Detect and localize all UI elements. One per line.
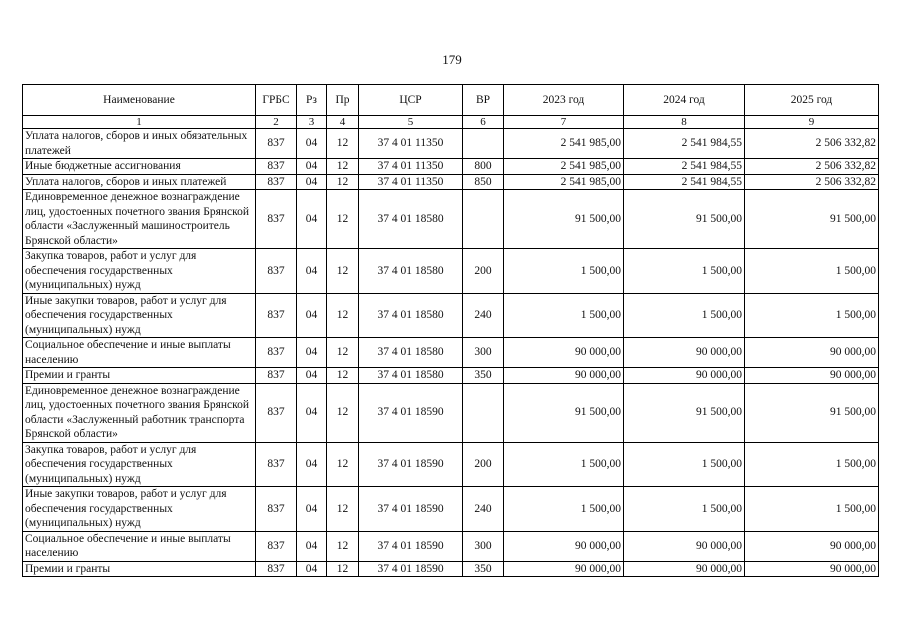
- cell-name: Закупка товаров, работ и услуг для обеспечения государственных (муниципальных) нужд: [23, 442, 256, 487]
- cell-pr: 12: [327, 338, 359, 368]
- cell-2023: 90 000,00: [504, 561, 624, 577]
- cell-2023: 91 500,00: [504, 383, 624, 442]
- cell-vr: 240: [463, 487, 504, 532]
- cell-2024: 2 541 984,55: [624, 129, 745, 159]
- table-row: [23, 174, 879, 190]
- cell-csr: 37 4 01 18580: [359, 293, 463, 338]
- column-number: 4: [327, 116, 359, 129]
- cell-pr: 12: [327, 249, 359, 294]
- cell-2023: 2 541 985,00: [504, 159, 624, 175]
- cell-2023: 2 541 985,00: [504, 174, 624, 190]
- cell-vr: 350: [463, 561, 504, 577]
- col-header-csr: ЦСР: [359, 85, 463, 116]
- cell-name: Премии и гранты: [23, 561, 256, 577]
- cell-2024: 91 500,00: [624, 190, 745, 249]
- cell-csr: 37 4 01 18590: [359, 442, 463, 487]
- cell-name: Единовременное денежное вознаграждение лиц, удостоенных почетного звания Брянской области «Заслуженный машиностроитель Брянской области»: [23, 190, 256, 249]
- col-header-2023: 2023 год: [504, 85, 624, 116]
- cell-2024: 90 000,00: [624, 338, 745, 368]
- cell-pr: 12: [327, 159, 359, 175]
- cell-2023: 1 500,00: [504, 293, 624, 338]
- cell-grbs: 837: [256, 190, 297, 249]
- cell-rz: 04: [297, 442, 327, 487]
- cell-csr: 37 4 01 11350: [359, 129, 463, 159]
- cell-name: Социальное обеспечение и иные выплаты населению: [23, 338, 256, 368]
- table-row: [23, 368, 879, 384]
- cell-vr: 350: [463, 368, 504, 384]
- table-row: [23, 190, 879, 249]
- cell-2023: 1 500,00: [504, 487, 624, 532]
- cell-vr: 800: [463, 159, 504, 175]
- cell-grbs: 837: [256, 159, 297, 175]
- col-header-2024: 2024 год: [624, 85, 745, 116]
- cell-name: Иные закупки товаров, работ и услуг для обеспечения государственных (муниципальных) нужд: [23, 293, 256, 338]
- cell-2023: 91 500,00: [504, 190, 624, 249]
- cell-vr: [463, 190, 504, 249]
- cell-name: Социальное обеспечение и иные выплаты населению: [23, 531, 256, 561]
- cell-2025: 2 506 332,82: [745, 159, 879, 175]
- cell-2024: 2 541 984,55: [624, 159, 745, 175]
- cell-grbs: 837: [256, 249, 297, 294]
- cell-2025: 91 500,00: [745, 383, 879, 442]
- cell-pr: 12: [327, 442, 359, 487]
- cell-name: Единовременное денежное вознаграждение лиц, удостоенных почетного звания Брянской области «Заслуженный работник транспорта Брянской области»: [23, 383, 256, 442]
- cell-2025: 90 000,00: [745, 531, 879, 561]
- cell-csr: 37 4 01 18580: [359, 190, 463, 249]
- cell-rz: 04: [297, 531, 327, 561]
- col-header-name: Наименование: [23, 85, 256, 116]
- cell-rz: 04: [297, 383, 327, 442]
- col-header-grbs: ГРБС: [256, 85, 297, 116]
- cell-csr: 37 4 01 18590: [359, 383, 463, 442]
- cell-csr: 37 4 01 11350: [359, 159, 463, 175]
- cell-grbs: 837: [256, 383, 297, 442]
- cell-name: Премии и гранты: [23, 368, 256, 384]
- column-number: 2: [256, 116, 297, 129]
- table-row: [23, 561, 879, 577]
- cell-2023: 1 500,00: [504, 249, 624, 294]
- cell-2025: 90 000,00: [745, 561, 879, 577]
- cell-pr: 12: [327, 190, 359, 249]
- table-row: [23, 249, 879, 294]
- cell-csr: 37 4 01 18590: [359, 561, 463, 577]
- column-number-row: [23, 116, 879, 129]
- cell-csr: 37 4 01 18580: [359, 368, 463, 384]
- cell-csr: 37 4 01 18580: [359, 249, 463, 294]
- cell-2024: 1 500,00: [624, 293, 745, 338]
- cell-name: Уплата налогов, сборов и иных обязательных платежей: [23, 129, 256, 159]
- cell-csr: 37 4 01 18590: [359, 487, 463, 532]
- cell-rz: 04: [297, 368, 327, 384]
- cell-grbs: 837: [256, 487, 297, 532]
- cell-pr: 12: [327, 293, 359, 338]
- column-number: 6: [463, 116, 504, 129]
- cell-rz: 04: [297, 159, 327, 175]
- cell-2024: 1 500,00: [624, 249, 745, 294]
- cell-grbs: 837: [256, 338, 297, 368]
- cell-2025: 90 000,00: [745, 338, 879, 368]
- cell-pr: 12: [327, 561, 359, 577]
- col-header-rz: Рз: [297, 85, 327, 116]
- col-header-vr: ВР: [463, 85, 504, 116]
- table-row: [23, 383, 879, 442]
- col-header-pr: Пр: [327, 85, 359, 116]
- cell-grbs: 837: [256, 129, 297, 159]
- cell-2024: 1 500,00: [624, 442, 745, 487]
- cell-name: Закупка товаров, работ и услуг для обеспечения государственных (муниципальных) нужд: [23, 249, 256, 294]
- cell-2023: 2 541 985,00: [504, 129, 624, 159]
- cell-2024: 1 500,00: [624, 487, 745, 532]
- cell-2025: 2 506 332,82: [745, 129, 879, 159]
- table-row: [23, 442, 879, 487]
- cell-2023: 90 000,00: [504, 368, 624, 384]
- column-number: 8: [624, 116, 745, 129]
- cell-2024: 90 000,00: [624, 531, 745, 561]
- cell-grbs: 837: [256, 531, 297, 561]
- cell-pr: 12: [327, 174, 359, 190]
- cell-2023: 90 000,00: [504, 531, 624, 561]
- cell-rz: 04: [297, 338, 327, 368]
- table-row: [23, 129, 879, 159]
- cell-vr: 300: [463, 338, 504, 368]
- page-number: 179: [442, 52, 462, 67]
- cell-vr: [463, 129, 504, 159]
- cell-csr: 37 4 01 18580: [359, 338, 463, 368]
- table-row: [23, 531, 879, 561]
- cell-pr: 12: [327, 129, 359, 159]
- cell-vr: 240: [463, 293, 504, 338]
- column-number: 3: [297, 116, 327, 129]
- cell-vr: [463, 383, 504, 442]
- cell-name: Иные закупки товаров, работ и услуг для обеспечения государственных (муниципальных) нужд: [23, 487, 256, 532]
- cell-name: Уплата налогов, сборов и иных платежей: [23, 174, 256, 190]
- cell-pr: 12: [327, 531, 359, 561]
- table-row: [23, 487, 879, 532]
- cell-grbs: 837: [256, 174, 297, 190]
- cell-2024: 90 000,00: [624, 561, 745, 577]
- cell-rz: 04: [297, 487, 327, 532]
- budget-table: [22, 84, 879, 577]
- cell-2025: 1 500,00: [745, 442, 879, 487]
- cell-rz: 04: [297, 249, 327, 294]
- cell-2024: 2 541 984,55: [624, 174, 745, 190]
- column-number: 5: [359, 116, 463, 129]
- cell-name: Иные бюджетные ассигнования: [23, 159, 256, 175]
- cell-vr: 200: [463, 249, 504, 294]
- header-row: [23, 85, 879, 116]
- cell-rz: 04: [297, 293, 327, 338]
- table-row: [23, 293, 879, 338]
- cell-pr: 12: [327, 487, 359, 532]
- cell-grbs: 837: [256, 561, 297, 577]
- cell-grbs: 837: [256, 368, 297, 384]
- cell-2025: 1 500,00: [745, 487, 879, 532]
- cell-csr: 37 4 01 18590: [359, 531, 463, 561]
- cell-2025: 91 500,00: [745, 190, 879, 249]
- cell-2025: 1 500,00: [745, 249, 879, 294]
- table-row: [23, 338, 879, 368]
- cell-vr: 850: [463, 174, 504, 190]
- cell-2024: 91 500,00: [624, 383, 745, 442]
- column-number: 1: [23, 116, 256, 129]
- cell-csr: 37 4 01 11350: [359, 174, 463, 190]
- cell-vr: 300: [463, 531, 504, 561]
- cell-rz: 04: [297, 129, 327, 159]
- table-row: [23, 159, 879, 175]
- cell-2023: 90 000,00: [504, 338, 624, 368]
- cell-2023: 1 500,00: [504, 442, 624, 487]
- cell-2024: 90 000,00: [624, 368, 745, 384]
- cell-grbs: 837: [256, 442, 297, 487]
- cell-grbs: 837: [256, 293, 297, 338]
- cell-rz: 04: [297, 190, 327, 249]
- column-number: 9: [745, 116, 879, 129]
- cell-pr: 12: [327, 383, 359, 442]
- cell-rz: 04: [297, 174, 327, 190]
- cell-rz: 04: [297, 561, 327, 577]
- col-header-2025: 2025 год: [745, 85, 879, 116]
- cell-vr: 200: [463, 442, 504, 487]
- cell-2025: 1 500,00: [745, 293, 879, 338]
- column-number: 7: [504, 116, 624, 129]
- cell-2025: 2 506 332,82: [745, 174, 879, 190]
- cell-2025: 90 000,00: [745, 368, 879, 384]
- cell-pr: 12: [327, 368, 359, 384]
